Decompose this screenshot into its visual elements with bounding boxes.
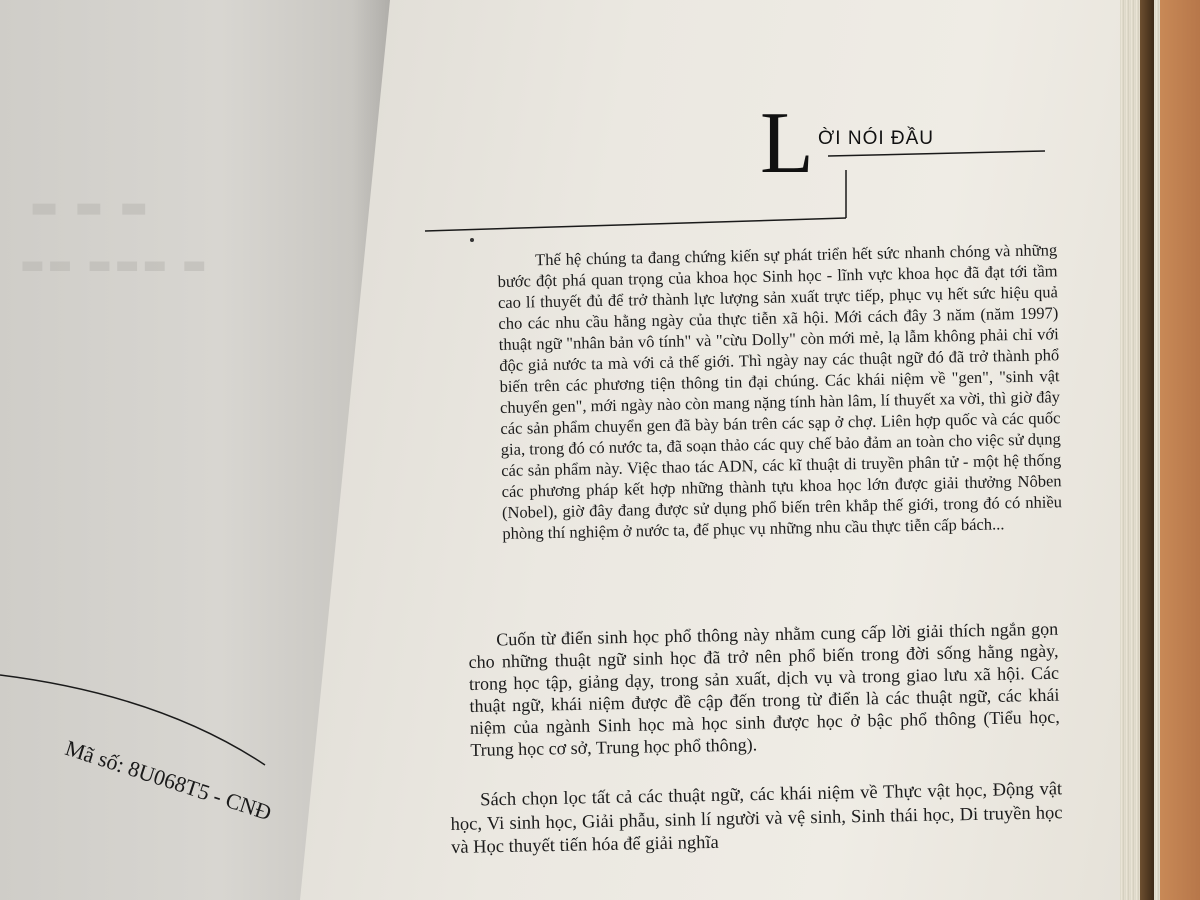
bleed-through-text: ▬ ▬ ▬ — [30, 190, 151, 225]
title-initial: L — [760, 95, 814, 192]
paragraph-3: Sách chọn lọc tất cả các thuật ngữ, các khái niệm về Thực vật học, Động vật học, Vi sinh học, Giải phẫu, sinh lí người và vệ sinh, Sinh thái học, Di truyền học và Học thuyết tiến hóa để giải nghĩa — [450, 779, 1063, 858]
title-rest: ỜI NÓI ĐẦU — [818, 128, 935, 149]
ink-dot — [470, 238, 474, 242]
bleed-through-text: ▬▬ ▬▬▬ ▬ — [20, 250, 210, 280]
book-code: Mã số: 8U068T5 - CNĐ — [62, 735, 275, 826]
paragraph-1: Thế hệ chúng ta đang chứng kiến sự phát triển hết sức nhanh chóng và những bước đột phá quan trọng của khoa học Sinh học - lĩnh vực khoa học đã đạt tới tầm cao lí thuyết đủ để trở thành lực lượng sản xuất trực tiếp, phục vụ hết sức hiệu quả cho các nhu cầu hằng ngày của thực tiễn xã hội. Mới cách đây 3 năm (năm 1997) thuật ngữ "nhân bản vô tính" và "cừu Dolly" còn mới mẻ, lạ lẫm không phải chỉ với độc giả nước ta mà với cả thế giới. Thì ngày nay các thuật ngữ đó đã trở thành phổ biến trên các phương tiện thông tin đại chúng. Các khái niệm về "gen", "sinh vật chuyển gen", mới ngày nào còn mang nặng tính hàn lâm, lí thuyết xa vời, thì giờ đây các sản phẩm chuyển gen đã bày bán trên các sạp ở chợ. Liên hợp quốc và các quốc gia, trong đó có nước ta, đã soạn thảo các quy chế bảo đảm an toàn cho việc sử dụng các sản phẩm này. Việc thao tác ADN, các kĩ thuật di truyền phân tử - một hệ thống các phương pháp kết hợp những thành tựu khoa học lớn được giải thưởng Nôben (Nobel), giờ đây đang được sử dụng phổ biến trên khắp thế giới, trong đó có nhiều phòng thí nghiệm ở nước ta, để phục vụ những nhu cầu thực tiễn cấp bách... — [497, 240, 1063, 543]
paragraph-2: Cuốn từ điển sinh học phổ thông này nhằm cung cấp lời giải thích ngắn gọn cho những thuật ngữ sinh học đã trở nên phổ biến trong đời sống hằng ngày, trong học tập, giảng dạy, trong sản xuất, dịch vụ và trong giao lưu xã hội. Các thuật ngữ, khái niệm được đề cập đến trong từ điển là các thuật ngữ, các khái niệm của ngành Sinh học mà học sinh được học ở bậc phổ thông (Tiểu học, Trung học cơ sở, Trung học phổ thông). — [468, 618, 1060, 760]
page-title — [760, 95, 935, 192]
